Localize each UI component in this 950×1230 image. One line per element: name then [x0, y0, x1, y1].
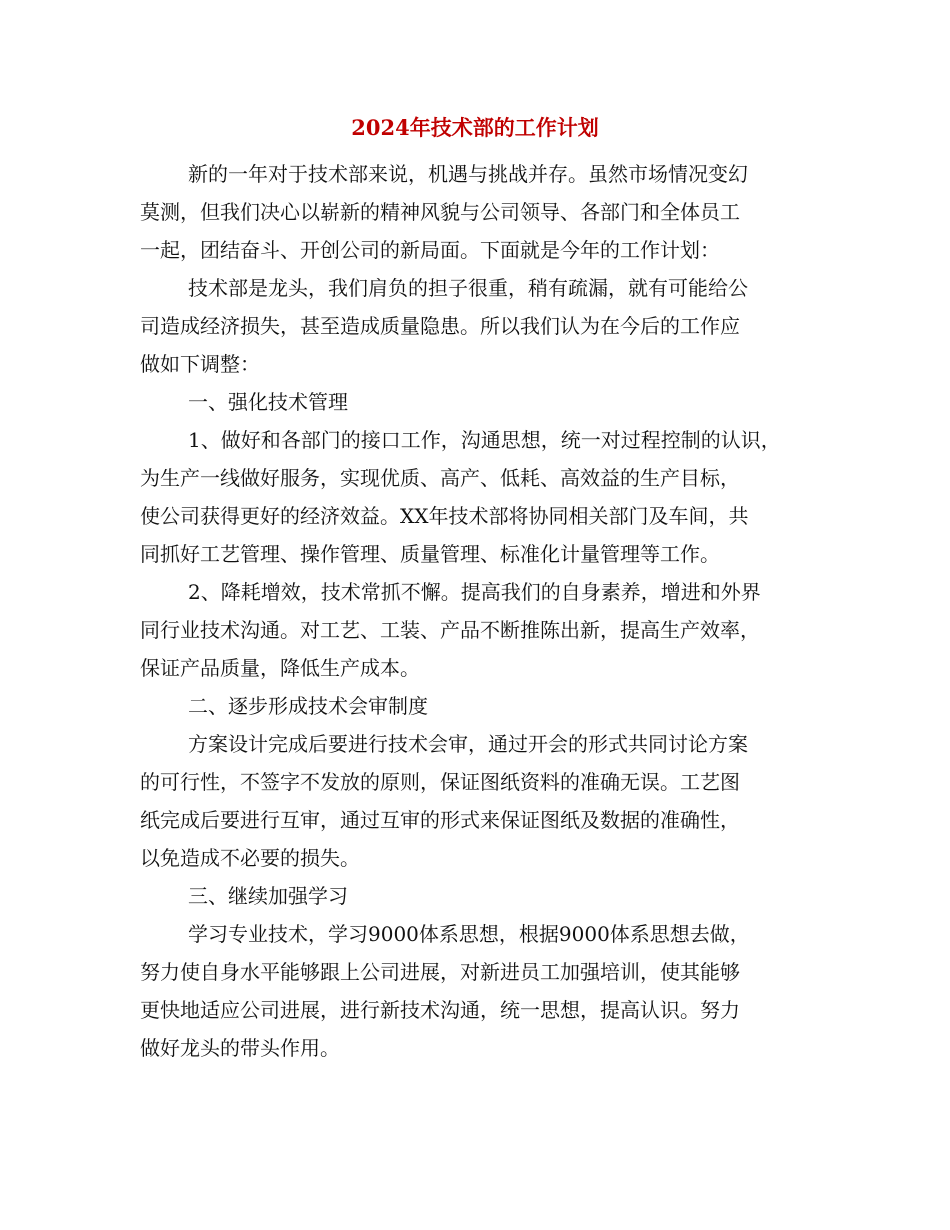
section-heading: [140, 383, 810, 421]
section-heading: [140, 877, 810, 915]
text-line: 1、做好和各部门的接口工作，沟通思想，统一对过程控制的认识，: [188, 428, 781, 452]
text-line: 莫测，但我们决心以崭新的精神风貌与公司领导、各部门和全体员工: [140, 200, 740, 224]
paragraph: [140, 155, 810, 269]
text-line: 更快地适应公司进展，进行新技术沟通，统一思想，提高认识。努力: [140, 998, 740, 1022]
text-line: 新的一年对于技术部来说，机遇与挑战并存。虽然市场情况变幻: [188, 162, 748, 186]
text-line: 保证产品质量，降低生产成本。: [140, 656, 420, 680]
paragraph: [140, 725, 810, 877]
text-line: 使公司获得更好的经济效益。XX年技术部将协同相关部门及车间，共: [140, 504, 749, 528]
text-line: 为生产一线做好服务，实现优质、高产、低耗、高效益的生产目标，: [140, 466, 740, 490]
text-line: 做如下调整：: [140, 352, 260, 376]
text-line: 一、强化技术管理: [188, 390, 348, 414]
paragraph: [140, 915, 810, 1067]
document-title: 2024年技术部的工作计划: [351, 115, 599, 140]
section-heading: [140, 687, 810, 725]
text-line: 同行业技术沟通。对工艺、工装、产品不断推陈出新，提高生产效率，: [140, 618, 760, 642]
text-line: 的可行性，不签字不发放的原则，保证图纸资料的准确无误。工艺图: [140, 770, 740, 794]
text-line: 三、继续加强学习: [188, 884, 348, 908]
text-line: 做好龙头的带头作用。: [140, 1036, 340, 1060]
text-line: 一起，团结奋斗、开创公司的新局面。下面就是今年的工作计划：: [140, 238, 720, 262]
text-line: 方案设计完成后要进行技术会审，通过开会的形式共同讨论方案: [188, 732, 748, 756]
text-line: 纸完成后要进行互审，通过互审的形式来保证图纸及数据的准确性，: [140, 808, 740, 832]
text-line: 2、降耗增效，技术常抓不懈。提高我们的自身素养，增进和外界: [188, 580, 761, 604]
text-line: 学习专业技术，学习9000体系思想，根据9000体系思想去做，: [188, 922, 750, 946]
text-line: 司造成经济损失，甚至造成质量隐患。所以我们认为在今后的工作应: [140, 314, 740, 338]
paragraph: [140, 573, 810, 687]
text-line: 二、逐步形成技术会审制度: [188, 694, 428, 718]
text-line: 同抓好工艺管理、操作管理、质量管理、标准化计量管理等工作。: [140, 542, 720, 566]
document-body: [140, 155, 810, 1067]
paragraph: [140, 269, 810, 383]
text-line: 技术部是龙头，我们肩负的担子很重，稍有疏漏，就有可能给公: [188, 276, 748, 300]
paragraph: [140, 421, 810, 573]
text-line: 努力使自身水平能够跟上公司进展，对新进员工加强培训，使其能够: [140, 960, 740, 984]
text-line: 以免造成不必要的损失。: [140, 846, 360, 870]
